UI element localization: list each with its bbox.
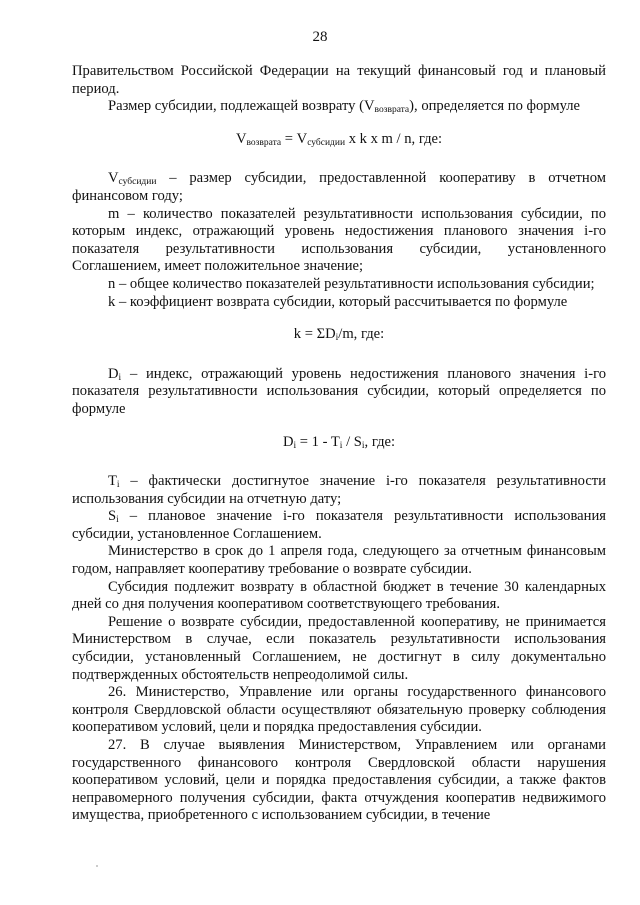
definition-n: n – общее количество показателей результативности использования субсидии; (108, 275, 595, 292)
formula-k: $k = \Sigma D_i/m$, где: (293, 326, 385, 344)
subsidy-size-paragraph: Размер субсидии, подлежащей возврату $(V_{возврата})$, определяется по формуле (108, 98, 581, 116)
paragraph-decision: Решение о возврате субсидии, предоставленной кооперативу, не принимается Министерством в случае, если показатель результативности использования субсидии, установленный Соглашением, не достигнут в силу документально подтвержденных обстоятельств непреодолимой силы. (72, 613, 606, 683)
scan-speck (96, 865, 98, 867)
page-number: 28 (312, 29, 328, 45)
definition-d: $D_i$ – индекс, отражающий уровень недостижения планового значения i-го показателя результативности использования субсидии, который определяется по формуле (72, 365, 606, 417)
formula-d: $D_i = 1 - T_i / S_i$, где: (282, 433, 396, 451)
paragraph-27: 27. В случае выявления Министерством, Управлением или органами государственного финансового контроля Свердловской области нарушения кооперативом условий, цели и порядка предоставления субсидии, а также фактов неправомерного получения субсидии, факта отчуждения кооператив недвижимого имущества, приобретенного с использованием субсидии, в течение (72, 737, 606, 824)
definition-k: k – коэффициент возврата субсидии, который рассчитывается по формуле (108, 293, 568, 310)
definition-t: $T_i$ – фактически достигнутое значение i-го показателя результативности использования субсидии на отчетную дату; (72, 473, 606, 507)
definition-vsubsidy: $V_{субсидии}$ – размер субсидии, предоставленной кооперативу в отчетном финансовом году; (72, 170, 606, 204)
definition-m: m – количество показателей результативности использования субсидии, по которым индекс, отражающий уровень недостижения планового значения i-го показателя результативности использования субсидии, установленного Соглашением, имеет положительное значение; (72, 205, 606, 275)
document-body (72, 63, 606, 825)
formula-refund: $V_{возврата} = V_{субсидии}$ x k x m / n, где: (235, 130, 443, 148)
paragraph-26: 26. Министерство, Управление или органы государственного финансового контроля Свердловской области осуществляют обязательную проверку соблюдения кооперативом условий, цели и порядка предоставления субсидии. (72, 684, 606, 736)
paragraph-ministry-deadline: Министерство в срок до 1 апреля года, следующего за отчетным финансовым годом, направляет кооперативу требование о возврате субсидии. (72, 543, 606, 578)
definition-s: $S_i$ – плановое значение i-го показателя результативности использования субсидии, установленное Соглашением. (72, 508, 606, 542)
paragraph-refund-term: Субсидия подлежит возврату в областной бюджет в течение 30 календарных дней со дня получения кооперативом соответствующего требования. (72, 578, 606, 613)
intro-continuation: Правительством Российской Федерации на текущий финансовый год и плановый период. (72, 63, 606, 97)
